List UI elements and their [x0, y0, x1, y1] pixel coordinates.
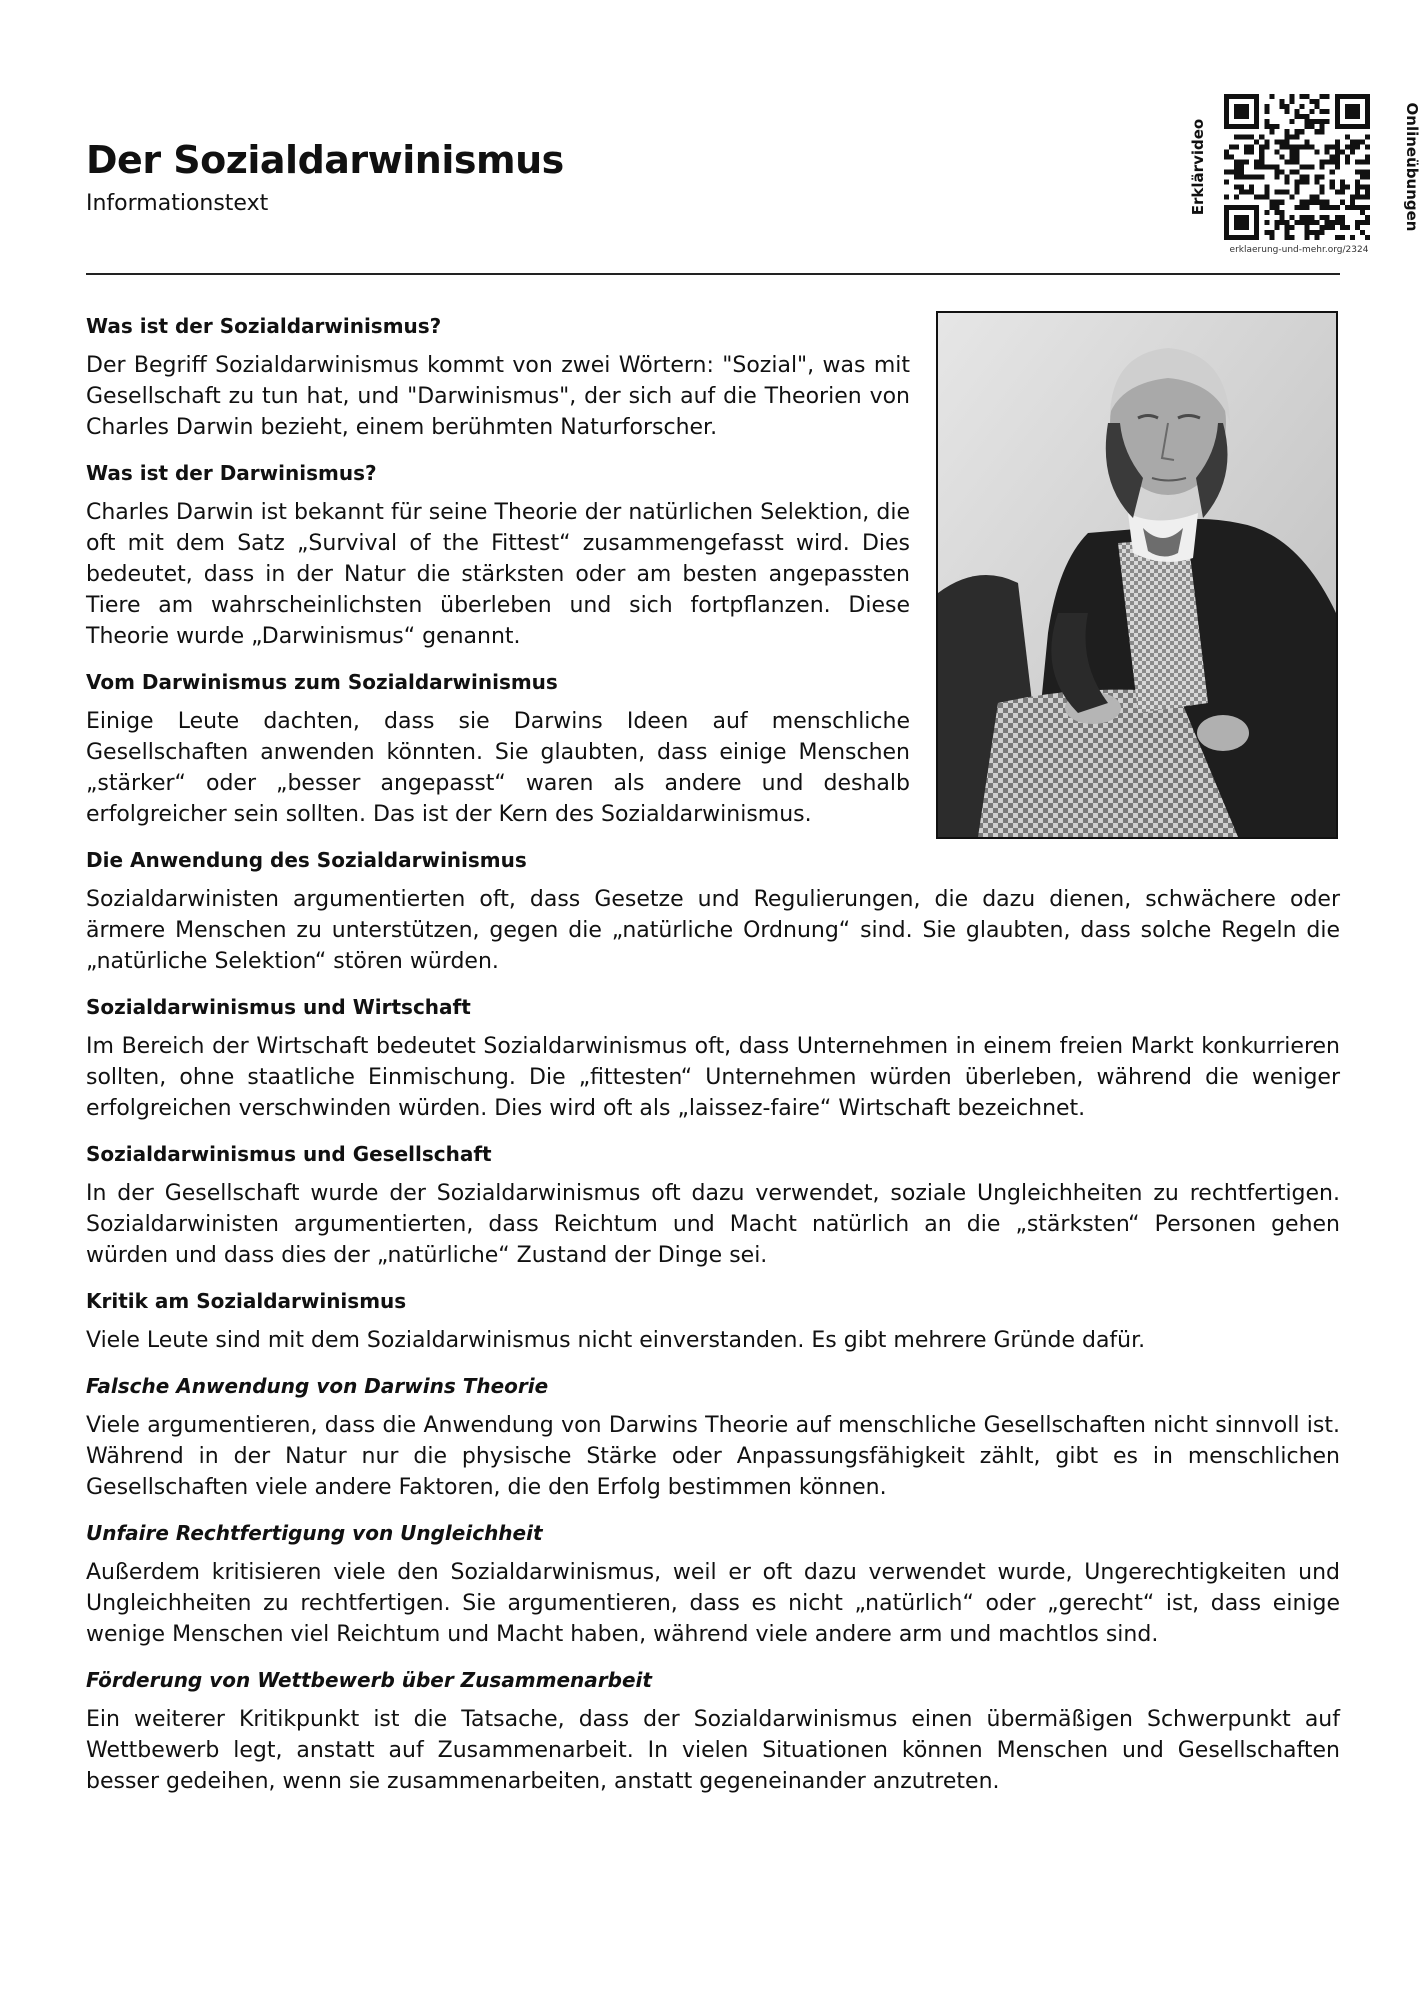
qr-label-exercises-text: Onlineübungen — [1403, 102, 1421, 232]
section-text: Im Bereich der Wirtschaft bedeutet Sozialdarwinismus oft, dass Unternehmen in einem freien Markt konkurrieren sollten, ohne staatliche Einmischung. Die „fittesten“ Unternehmen würden überleben, während die weniger erfolgreichen verschwinden würden. Dies wird oft als „laissez-faire“ Wirtschaft bezeichnet. — [86, 1034, 1340, 1121]
section-text: Einige Leute dachten, dass sie Darwins Ideen auf menschliche Gesellschaften anwenden könnten. Sie glaubten, dass einige Menschen „stärker“ oder „besser angepasst“ waren als andere und deshalb erfolgreicher sein sollten. Das ist der Kern des Sozialdarwinismus. — [86, 709, 910, 827]
section-heading: Unfaire Rechtfertigung von Ungleichheit — [86, 1521, 543, 1545]
section-heading: Die Anwendung des Sozialdarwinismus — [86, 848, 527, 872]
section-foerderung-wettbewerb — [86, 1666, 1340, 1797]
section-text: Viele Leute sind mit dem Sozialdarwinismus nicht einverstanden. Es gibt mehrere Gründe dafür. — [86, 1328, 1146, 1353]
qr-label-video — [1186, 92, 1210, 242]
qr-code-icon[interactable] — [1224, 94, 1370, 240]
section-sozialdarwinismus-gesellschaft — [86, 1140, 1340, 1271]
section-was-ist-darwinismus — [86, 459, 910, 652]
qr-label-video-text: Erklärvideo — [1189, 118, 1207, 216]
section-sozialdarwinismus-wirtschaft — [86, 993, 1340, 1124]
section-text: Sozialdarwinisten argumentierten oft, dass Gesetze und Regulierungen, die dazu dienen, schwächere oder ärmere Menschen zu unterstützen, gegen die „natürliche Ordnung“ sind. Sie glaubten, dass solche Regeln die „natürliche Selektion“ stören würden. — [86, 887, 1340, 974]
qr-block[interactable] — [1186, 92, 1426, 267]
section-text: Der Begriff Sozialdarwinismus kommt von zwei Wörtern: "Sozial", was mit Gesellschaft zu tun hat, und "Darwinismus", der sich auf die Theorien von Charles Darwin bezieht, einem berühmten Naturforscher. — [86, 353, 910, 440]
section-anwendung-sozialdarwinismus — [86, 846, 1340, 977]
section-unfaire-rechtfertigung — [86, 1519, 1340, 1650]
header-divider — [86, 273, 1340, 275]
section-heading: Sozialdarwinismus und Wirtschaft — [86, 995, 471, 1019]
section-text: Viele argumentieren, dass die Anwendung von Darwins Theorie auf menschliche Gesellschaften nicht sinnvoll ist. Während in der Natur nur die physische Stärke oder Anpassungsfähigkeit zählt, gibt es in menschlichen Gesellschaften viele andere Faktoren, die den Erfolg bestimmen können. — [86, 1413, 1340, 1500]
section-heading: Vom Darwinismus zum Sozialdarwinismus — [86, 670, 558, 694]
section-kritik-sozialdarwinismus — [86, 1287, 1340, 1356]
section-heading: Förderung von Wettbewerb über Zusammenarbeit — [86, 1668, 652, 1692]
page-subtitle: Informationstext — [86, 191, 269, 216]
section-heading: Was ist der Darwinismus? — [86, 461, 377, 485]
qr-url[interactable]: erklaerung-und-mehr.org/2324 — [1229, 245, 1369, 255]
section-text: Charles Darwin ist bekannt für seine Theorie der natürlichen Selektion, die oft mit dem Satz „Survival of the Fittest“ zusammengefasst wird. Dies bedeutet, dass in der Natur die stärksten oder am besten angepassten Tiere am wahrscheinlichsten überleben und sich fortpflanzen. Diese Theorie wurde „Darwinismus“ genannt. — [86, 500, 910, 649]
page-header — [86, 0, 1421, 276]
section-was-ist-sozialdarwinismus — [86, 312, 910, 443]
section-heading: Kritik am Sozialdarwinismus — [86, 1289, 407, 1313]
section-text: In der Gesellschaft wurde der Sozialdarwinismus oft dazu verwendet, soziale Ungleichheiten zu rechtfertigen. Sozialdarwinisten argumentierten, dass Reichtum und Macht natürlich an die „stärksten“ Personen gehen würden und dass dies der „natürliche“ Zustand der Dinge sei. — [86, 1181, 1340, 1268]
article-body — [86, 312, 1340, 1813]
section-heading: Sozialdarwinismus und Gesellschaft — [86, 1142, 492, 1166]
section-vom-darwinismus-zum-sozialdarwinismus — [86, 668, 910, 830]
section-heading: Was ist der Sozialdarwinismus? — [86, 314, 442, 338]
qr-label-exercises — [1400, 92, 1424, 242]
page-title: Der Sozialdarwinismus — [86, 138, 564, 182]
section-text: Außerdem kritisieren viele den Sozialdarwinismus, weil er oft dazu verwendet wurde, Ungerechtigkeiten und Ungleichheiten zu rechtfertigen. Sie argumentieren, dass es nicht „natürlich“ oder „gerecht“ ist, dass einige wenige Menschen viel Reichtum und Macht haben, während viele andere arm und machtlos sind. — [86, 1560, 1340, 1647]
section-text: Ein weiterer Kritikpunkt ist die Tatsache, dass der Sozialdarwinismus einen übermäßigen Schwerpunkt auf Wettbewerb legt, anstatt auf Zusammenarbeit. In vielen Situationen können Menschen und Gesellschaften besser gedeihen, wenn sie zusammenarbeiten, anstatt gegeneinander anzutreten. — [86, 1707, 1340, 1794]
section-falsche-anwendung — [86, 1372, 1340, 1503]
section-heading: Falsche Anwendung von Darwins Theorie — [86, 1374, 549, 1398]
